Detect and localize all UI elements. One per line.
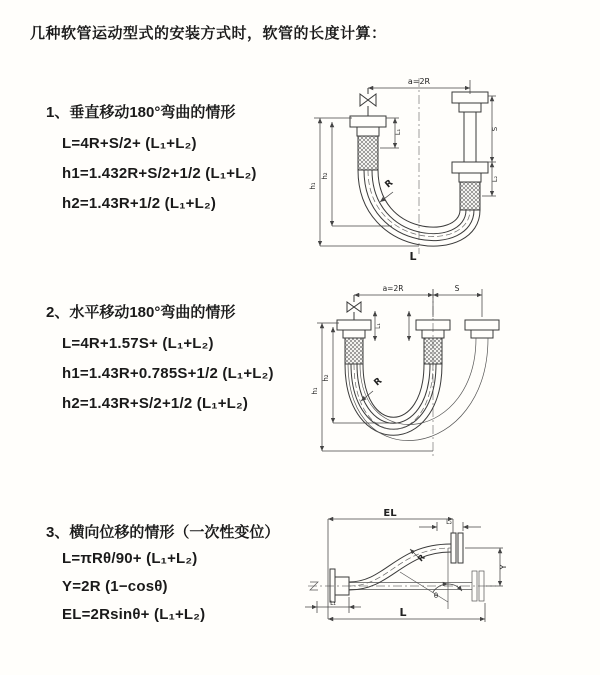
dim-label-y: Y <box>499 564 508 570</box>
radius-label: R <box>383 178 396 191</box>
dim-label-l1: L₁ <box>330 600 336 607</box>
dim-label-l2: L₂ <box>491 175 499 183</box>
section-3-formula-Y: Y=2R (1−cosθ) <box>62 578 168 595</box>
radius-label: R <box>416 552 427 564</box>
valve-icon <box>347 295 361 320</box>
section-1-formula-h2: h2=1.43R+1/2 (L₁+L₂) <box>62 195 217 212</box>
angle-label: θ <box>433 592 439 600</box>
left-fitting <box>350 116 386 170</box>
section-3-formula-EL: EL=2Rsinθ+ (L₁+L₂) <box>62 606 206 623</box>
radius-label: R <box>372 376 385 389</box>
figure-vertical-180-bend <box>300 68 600 268</box>
dim-label-l2: L₂ <box>446 519 452 526</box>
radius-construction-line <box>400 572 448 602</box>
valve-icon <box>360 88 376 116</box>
left-flange <box>330 569 349 602</box>
dim-label-el: EL <box>383 508 397 519</box>
section-1-formula-L: L=4R+S/2+ (L₁+L₂) <box>62 135 197 152</box>
right-fitting-moved <box>465 320 499 338</box>
length-label: L <box>409 250 417 263</box>
hose-s-curve <box>349 544 451 590</box>
dim-label-h2: h₂ <box>322 374 330 382</box>
hose-u-bend-position1 <box>345 364 442 435</box>
hose-u-bend-position2 <box>348 338 488 441</box>
section-3-formula-L: L=πRθ/90+ (L₁+L₂) <box>62 550 198 567</box>
figure-lateral-displacement <box>300 505 595 660</box>
section-3-heading: 3、横向位移的情形（一次性变位） <box>46 524 280 541</box>
section-1-heading: 1、垂直移动180°弯曲的情形 <box>46 104 236 121</box>
left-fitting <box>337 320 371 364</box>
section-2-formula-h1: h1=1.43R+0.785S+1/2 (L₁+L₂) <box>62 365 274 382</box>
section-1-formula-h1: h1=1.432R+S/2+1/2 (L₁+L₂) <box>62 165 257 182</box>
length-label: L <box>399 606 407 619</box>
right-fitting <box>452 92 488 210</box>
section-2-heading: 2、水平移动180°弯曲的情形 <box>46 304 236 321</box>
dim-label-s: S <box>491 126 499 132</box>
dim-label-h2: h₂ <box>321 172 329 180</box>
dim-label-span: a=2R <box>382 284 404 293</box>
dim-label-l1: L₁ <box>375 323 382 329</box>
dim-label-h1: h₁ <box>309 182 317 190</box>
dim-label-h1: h₁ <box>311 387 319 395</box>
dim-label-l1: L₁ <box>394 128 402 136</box>
section-2-formula-L: L=4R+1.57S+ (L₁+L₂) <box>62 335 214 352</box>
figure-horizontal-180-bend <box>305 283 595 468</box>
dim-label-s: S <box>454 284 460 293</box>
upper-flange <box>451 533 463 563</box>
section-2-formula-h2: h2=1.43R+S/2+1/2 (L₁+L₂) <box>62 395 249 412</box>
page-title: 几种软管运动型式的安装方式时，软管的长度计算： <box>30 25 387 42</box>
dim-label-span: a=2R <box>407 77 431 86</box>
